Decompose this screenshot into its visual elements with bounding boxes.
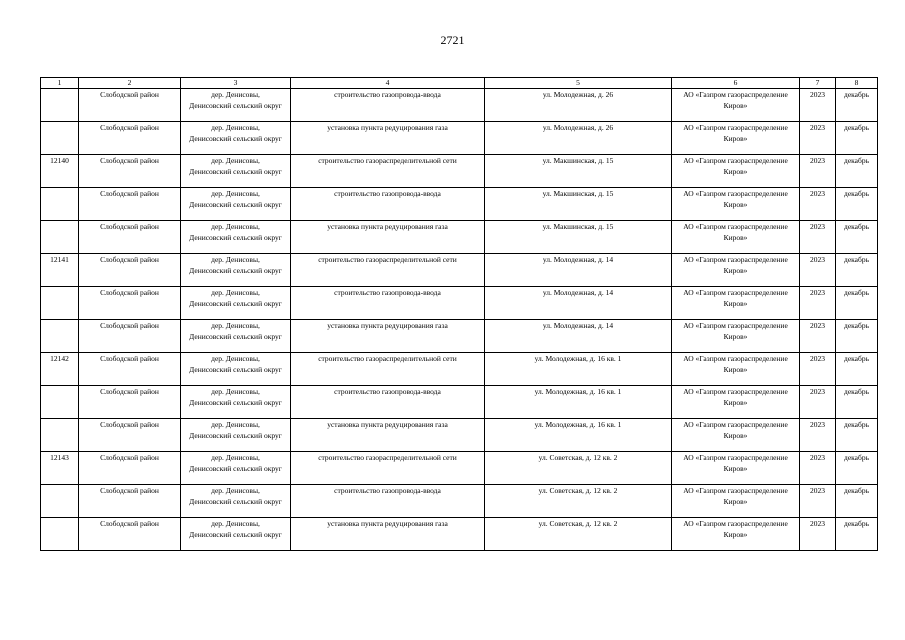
table-cell bbox=[672, 452, 800, 485]
table-row bbox=[41, 254, 878, 287]
year-cell: 2023 bbox=[810, 189, 825, 198]
table-cell bbox=[291, 518, 485, 551]
organization-line: АО «Газпром газораспределение bbox=[683, 90, 788, 99]
work-type-cell: строительство газопровода-ввода bbox=[334, 486, 441, 495]
organization-line: АО «Газпром газораспределение bbox=[683, 486, 788, 495]
district-cell: Слободской район bbox=[100, 420, 159, 429]
organization-line: Киров» bbox=[723, 266, 748, 275]
table-cell bbox=[79, 419, 181, 452]
district-cell: Слободской район bbox=[100, 519, 159, 528]
table-cell bbox=[485, 485, 672, 518]
settlement-line: Денисовский сельский округ bbox=[189, 530, 282, 539]
address-cell: ул. Макшинская, д. 15 bbox=[542, 156, 614, 165]
table-cell bbox=[485, 320, 672, 353]
settlement-line: Денисовский сельский округ bbox=[189, 365, 282, 374]
address-cell: ул. Советская, д. 12 кв. 2 bbox=[538, 453, 618, 462]
month-cell: декабрь bbox=[844, 519, 869, 528]
month-cell: декабрь bbox=[844, 90, 869, 99]
table-cell bbox=[181, 287, 291, 320]
table-cell bbox=[836, 188, 878, 221]
table-cell bbox=[672, 89, 800, 122]
table-cell bbox=[181, 320, 291, 353]
table-cell bbox=[800, 518, 836, 551]
month-cell: декабрь bbox=[844, 354, 869, 363]
address-cell: ул. Молодежная, д. 16 кв. 1 bbox=[534, 354, 622, 363]
table-row bbox=[41, 188, 878, 221]
work-type-cell: строительство газопровода-ввода bbox=[334, 387, 441, 396]
table-cell bbox=[672, 122, 800, 155]
month-cell: декабрь bbox=[844, 486, 869, 495]
settlement-line: Денисовский сельский округ bbox=[189, 134, 282, 143]
district-cell: Слободской район bbox=[100, 189, 159, 198]
table-cell bbox=[800, 485, 836, 518]
month-cell: декабрь bbox=[844, 321, 869, 330]
month-cell: декабрь bbox=[844, 222, 869, 231]
table-cell bbox=[291, 188, 485, 221]
table-cell bbox=[291, 287, 485, 320]
table-cell bbox=[181, 155, 291, 188]
settlement-line: дер. Денисовы, bbox=[211, 519, 260, 528]
work-type-cell: строительство газораспределительной сети bbox=[318, 255, 457, 264]
settlement-line: дер. Денисовы, bbox=[211, 288, 260, 297]
settlement-line: Денисовский сельский округ bbox=[189, 398, 282, 407]
settlement-line: дер. Денисовы, bbox=[211, 420, 260, 429]
year-cell: 2023 bbox=[810, 486, 825, 495]
table-cell bbox=[291, 89, 485, 122]
table-cell bbox=[291, 221, 485, 254]
organization-line: АО «Газпром газораспределение bbox=[683, 420, 788, 429]
table-cell bbox=[485, 155, 672, 188]
table-cell bbox=[79, 254, 181, 287]
year-cell: 2023 bbox=[810, 255, 825, 264]
table-cell bbox=[672, 419, 800, 452]
year-cell: 2023 bbox=[810, 453, 825, 462]
address-cell: ул. Молодежная, д. 26 bbox=[542, 123, 614, 132]
year-cell: 2023 bbox=[810, 420, 825, 429]
district-cell: Слободской район bbox=[100, 222, 159, 231]
table-cell bbox=[291, 320, 485, 353]
work-type-cell: установка пункта редуцирования газа bbox=[327, 222, 448, 231]
table-cell bbox=[836, 518, 878, 551]
work-type-cell: строительство газораспределительной сети bbox=[318, 453, 457, 462]
organization-line: Киров» bbox=[723, 464, 748, 473]
address-cell: ул. Молодежная, д. 14 bbox=[542, 255, 614, 264]
table-cell bbox=[181, 452, 291, 485]
table-cell bbox=[79, 122, 181, 155]
table-cell bbox=[800, 386, 836, 419]
organization-line: Киров» bbox=[723, 497, 748, 506]
table-cell bbox=[485, 89, 672, 122]
district-cell: Слободской район bbox=[100, 123, 159, 132]
organization-line: Киров» bbox=[723, 299, 748, 308]
organization-line: Киров» bbox=[723, 332, 748, 341]
settlement-line: Денисовский сельский округ bbox=[189, 200, 282, 209]
work-type-cell: установка пункта редуцирования газа bbox=[327, 519, 448, 528]
table-cell bbox=[672, 254, 800, 287]
year-cell: 2023 bbox=[810, 354, 825, 363]
month-cell: декабрь bbox=[844, 156, 869, 165]
table-cell bbox=[800, 122, 836, 155]
settlement-line: дер. Денисовы, bbox=[211, 354, 260, 363]
table-cell bbox=[79, 452, 181, 485]
table-row bbox=[41, 89, 878, 122]
table-cell bbox=[836, 287, 878, 320]
month-cell: декабрь bbox=[844, 255, 869, 264]
settlement-line: дер. Денисовы, bbox=[211, 486, 260, 495]
table-cell bbox=[485, 386, 672, 419]
district-cell: Слободской район bbox=[100, 387, 159, 396]
table-row bbox=[41, 122, 878, 155]
work-type-cell: установка пункта редуцирования газа bbox=[327, 123, 448, 132]
organization-line: Киров» bbox=[723, 431, 748, 440]
table-cell bbox=[836, 320, 878, 353]
address-cell: ул. Молодежная, д. 14 bbox=[542, 321, 614, 330]
address-cell: ул. Макшинская, д. 15 bbox=[542, 189, 614, 198]
row-number: 12143 bbox=[50, 453, 69, 462]
page-number: 2721 bbox=[440, 33, 465, 47]
column-header: 2 bbox=[79, 78, 181, 89]
table-cell bbox=[672, 518, 800, 551]
table-cell bbox=[836, 386, 878, 419]
settlement-line: дер. Денисовы, bbox=[211, 255, 260, 264]
address-cell: ул. Советская, д. 12 кв. 2 bbox=[538, 519, 618, 528]
table-cell bbox=[41, 122, 79, 155]
table-cell bbox=[672, 155, 800, 188]
month-cell: декабрь bbox=[844, 288, 869, 297]
table-cell bbox=[79, 518, 181, 551]
year-cell: 2023 bbox=[810, 288, 825, 297]
organization-line: АО «Газпром газораспределение bbox=[683, 156, 788, 165]
table-cell bbox=[800, 320, 836, 353]
table-cell bbox=[291, 155, 485, 188]
table-cell bbox=[41, 518, 79, 551]
settlement-line: Денисовский сельский округ bbox=[189, 464, 282, 473]
settlement-line: Денисовский сельский округ bbox=[189, 266, 282, 275]
table-cell bbox=[836, 452, 878, 485]
table-cell bbox=[800, 287, 836, 320]
table-cell bbox=[672, 320, 800, 353]
table-cell bbox=[79, 353, 181, 386]
table-cell bbox=[485, 221, 672, 254]
work-type-cell: установка пункта редуцирования газа bbox=[327, 321, 448, 330]
year-cell: 2023 bbox=[810, 123, 825, 132]
district-cell: Слободской район bbox=[100, 156, 159, 165]
district-cell: Слободской район bbox=[100, 354, 159, 363]
table-cell bbox=[181, 485, 291, 518]
table-cell bbox=[485, 254, 672, 287]
table-cell bbox=[41, 320, 79, 353]
table-cell bbox=[672, 188, 800, 221]
table-cell bbox=[800, 155, 836, 188]
column-header: 1 bbox=[41, 78, 79, 89]
address-cell: ул. Молодежная, д. 16 кв. 1 bbox=[534, 387, 622, 396]
address-cell: ул. Молодежная, д. 26 bbox=[542, 90, 614, 99]
settlement-line: Денисовский сельский округ bbox=[189, 497, 282, 506]
column-header: 7 bbox=[800, 78, 836, 89]
district-cell: Слободской район bbox=[100, 453, 159, 462]
table-cell bbox=[485, 419, 672, 452]
table-cell bbox=[800, 452, 836, 485]
table-cell bbox=[485, 122, 672, 155]
work-type-cell: строительство газораспределительной сети bbox=[318, 354, 457, 363]
table-row bbox=[41, 485, 878, 518]
column-header: 5 bbox=[485, 78, 672, 89]
work-type-cell: строительство газораспределительной сети bbox=[318, 156, 457, 165]
month-cell: декабрь bbox=[844, 453, 869, 462]
table-cell bbox=[485, 287, 672, 320]
settlement-line: дер. Денисовы, bbox=[211, 321, 260, 330]
table-cell bbox=[836, 155, 878, 188]
table-cell bbox=[836, 89, 878, 122]
month-cell: декабрь bbox=[844, 189, 869, 198]
organization-line: АО «Газпром газораспределение bbox=[683, 354, 788, 363]
table-cell bbox=[181, 188, 291, 221]
district-cell: Слободской район bbox=[100, 288, 159, 297]
table-cell bbox=[291, 122, 485, 155]
column-number-row bbox=[41, 78, 878, 89]
month-cell: декабрь bbox=[844, 123, 869, 132]
settlement-line: дер. Денисовы, bbox=[211, 222, 260, 231]
settlement-line: дер. Денисовы, bbox=[211, 189, 260, 198]
column-header: 3 bbox=[181, 78, 291, 89]
year-cell: 2023 bbox=[810, 387, 825, 396]
table-cell bbox=[836, 122, 878, 155]
organization-line: Киров» bbox=[723, 101, 748, 110]
table-cell bbox=[181, 419, 291, 452]
table-cell bbox=[800, 188, 836, 221]
table-row bbox=[41, 353, 878, 386]
table-cell bbox=[79, 320, 181, 353]
work-type-cell: строительство газопровода-ввода bbox=[334, 189, 441, 198]
settlement-line: Денисовский сельский округ bbox=[189, 233, 282, 242]
organization-line: АО «Газпром газораспределение bbox=[683, 222, 788, 231]
table-cell bbox=[41, 89, 79, 122]
table-cell bbox=[672, 221, 800, 254]
settlement-line: дер. Денисовы, bbox=[211, 387, 260, 396]
address-cell: ул. Молодежная, д. 14 bbox=[542, 288, 614, 297]
table-cell bbox=[41, 485, 79, 518]
table-cell bbox=[836, 221, 878, 254]
organization-line: АО «Газпром газораспределение bbox=[683, 288, 788, 297]
table-cell bbox=[41, 287, 79, 320]
address-cell: ул. Молодежная, д. 16 кв. 1 bbox=[534, 420, 622, 429]
gasification-table bbox=[40, 77, 878, 551]
organization-line: АО «Газпром газораспределение bbox=[683, 321, 788, 330]
settlement-line: дер. Денисовы, bbox=[211, 90, 260, 99]
table-cell bbox=[291, 254, 485, 287]
table-cell bbox=[41, 155, 79, 188]
table-cell bbox=[800, 254, 836, 287]
organization-line: Киров» bbox=[723, 530, 748, 539]
district-cell: Слободской район bbox=[100, 486, 159, 495]
table-cell bbox=[836, 485, 878, 518]
table-cell bbox=[79, 188, 181, 221]
table-cell bbox=[181, 386, 291, 419]
table-cell bbox=[41, 353, 79, 386]
year-cell: 2023 bbox=[810, 90, 825, 99]
row-number: 12140 bbox=[50, 156, 69, 165]
work-type-cell: строительство газопровода-ввода bbox=[334, 90, 441, 99]
table-cell bbox=[181, 518, 291, 551]
settlement-line: Денисовский сельский округ bbox=[189, 332, 282, 341]
table-cell bbox=[291, 452, 485, 485]
organization-line: АО «Газпром газораспределение bbox=[683, 189, 788, 198]
column-header: 8 bbox=[836, 78, 878, 89]
table-cell bbox=[79, 485, 181, 518]
table-cell bbox=[672, 353, 800, 386]
settlement-line: Денисовский сельский округ bbox=[189, 299, 282, 308]
table-cell bbox=[79, 155, 181, 188]
table-row bbox=[41, 386, 878, 419]
table-cell bbox=[291, 353, 485, 386]
work-type-cell: строительство газопровода-ввода bbox=[334, 288, 441, 297]
organization-line: Киров» bbox=[723, 398, 748, 407]
organization-line: АО «Газпром газораспределение bbox=[683, 519, 788, 528]
year-cell: 2023 bbox=[810, 222, 825, 231]
work-type-cell: установка пункта редуцирования газа bbox=[327, 420, 448, 429]
organization-line: АО «Газпром газораспределение bbox=[683, 255, 788, 264]
table-cell bbox=[79, 287, 181, 320]
settlement-line: дер. Денисовы, bbox=[211, 156, 260, 165]
column-header: 6 bbox=[672, 78, 800, 89]
table-cell bbox=[41, 386, 79, 419]
settlement-line: Денисовский сельский округ bbox=[189, 167, 282, 176]
district-cell: Слободской район bbox=[100, 255, 159, 264]
organization-line: Киров» bbox=[723, 134, 748, 143]
table-row bbox=[41, 419, 878, 452]
table-row bbox=[41, 155, 878, 188]
organization-line: Киров» bbox=[723, 200, 748, 209]
table-cell bbox=[485, 452, 672, 485]
table-cell bbox=[836, 254, 878, 287]
district-cell: Слободской район bbox=[100, 321, 159, 330]
table-cell bbox=[672, 386, 800, 419]
table-cell bbox=[41, 188, 79, 221]
table-cell bbox=[672, 485, 800, 518]
table-cell bbox=[79, 89, 181, 122]
district-cell: Слободской район bbox=[100, 90, 159, 99]
table-row bbox=[41, 452, 878, 485]
table-cell bbox=[836, 353, 878, 386]
settlement-line: Денисовский сельский округ bbox=[189, 101, 282, 110]
row-number: 12141 bbox=[50, 255, 69, 264]
table-cell bbox=[181, 254, 291, 287]
table-cell bbox=[800, 419, 836, 452]
settlement-line: Денисовский сельский округ bbox=[189, 431, 282, 440]
table-cell bbox=[79, 386, 181, 419]
table-cell bbox=[672, 287, 800, 320]
table-cell bbox=[836, 419, 878, 452]
table-cell bbox=[291, 485, 485, 518]
year-cell: 2023 bbox=[810, 156, 825, 165]
table-cell bbox=[79, 221, 181, 254]
table-cell bbox=[181, 122, 291, 155]
table-cell bbox=[41, 452, 79, 485]
organization-line: Киров» bbox=[723, 233, 748, 242]
settlement-line: дер. Денисовы, bbox=[211, 123, 260, 132]
organization-line: Киров» bbox=[723, 365, 748, 374]
organization-line: АО «Газпром газораспределение bbox=[683, 453, 788, 462]
year-cell: 2023 bbox=[810, 321, 825, 330]
table-row bbox=[41, 518, 878, 551]
month-cell: декабрь bbox=[844, 420, 869, 429]
settlement-line: дер. Денисовы, bbox=[211, 453, 260, 462]
table-cell bbox=[181, 89, 291, 122]
table-cell bbox=[291, 386, 485, 419]
table-cell bbox=[291, 419, 485, 452]
address-cell: ул. Макшинская, д. 15 bbox=[542, 222, 614, 231]
column-header: 4 bbox=[291, 78, 485, 89]
organization-line: АО «Газпром газораспределение bbox=[683, 123, 788, 132]
month-cell: декабрь bbox=[844, 387, 869, 396]
table-cell bbox=[800, 353, 836, 386]
table-cell bbox=[485, 353, 672, 386]
table-row bbox=[41, 221, 878, 254]
table-cell bbox=[41, 419, 79, 452]
organization-line: Киров» bbox=[723, 167, 748, 176]
table-cell bbox=[485, 518, 672, 551]
year-cell: 2023 bbox=[810, 519, 825, 528]
table-row bbox=[41, 320, 878, 353]
row-number: 12142 bbox=[50, 354, 69, 363]
table-cell bbox=[800, 221, 836, 254]
table-cell bbox=[41, 221, 79, 254]
table-cell bbox=[181, 353, 291, 386]
organization-line: АО «Газпром газораспределение bbox=[683, 387, 788, 396]
table-cell bbox=[800, 89, 836, 122]
address-cell: ул. Советская, д. 12 кв. 2 bbox=[538, 486, 618, 495]
table-row bbox=[41, 287, 878, 320]
table-cell bbox=[41, 254, 79, 287]
table-cell bbox=[181, 221, 291, 254]
table-cell bbox=[485, 188, 672, 221]
